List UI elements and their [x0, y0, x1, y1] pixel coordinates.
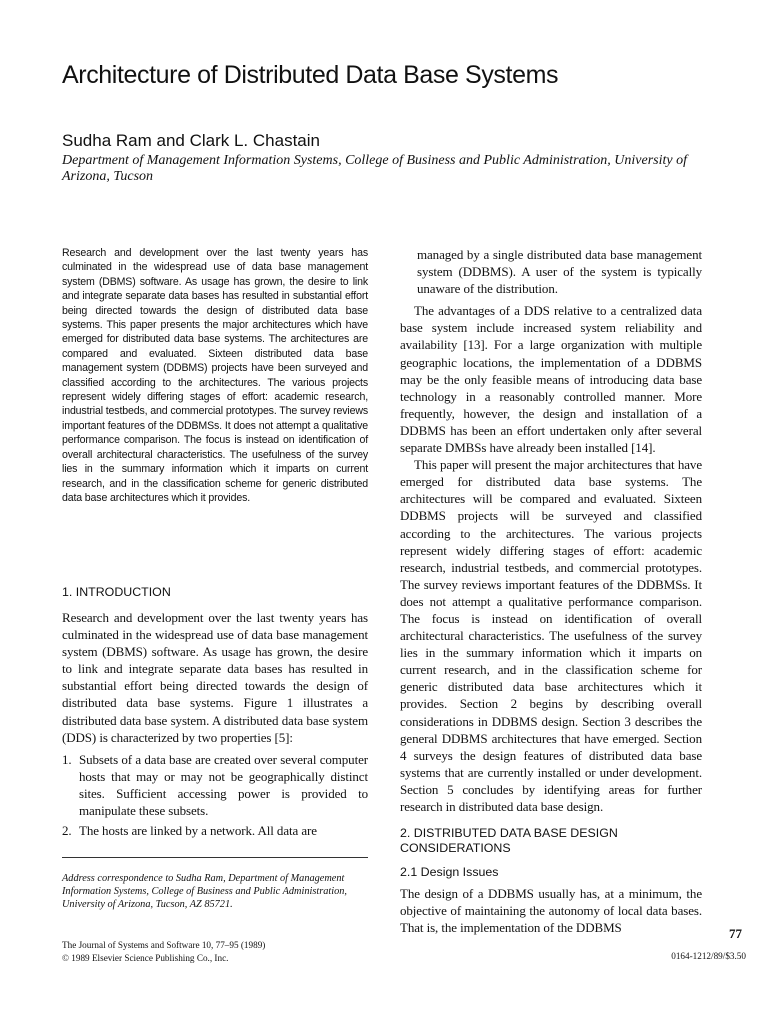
continuation-paragraph: managed by a single distributed data base management system (DDBMS). A user of the system is typically unaware of the distribution.	[417, 247, 702, 297]
design-issues-paragraph: The design of a DDBMS usually has, at a minimum, the objective of maintaining the autonomy of local data bases. That is, the implementation of the DDBMS	[400, 886, 702, 936]
footnote-divider	[62, 857, 368, 858]
author-affiliation: Department of Management Information Systems, College of Business and Public Administration, University of Arizona, Tucson	[62, 153, 688, 184]
page-number: 77	[729, 926, 742, 941]
author-names: Sudha Ram and Clark L. Chastain	[62, 131, 320, 150]
subsection-2-1-heading: 2.1 Design Issues	[400, 865, 499, 880]
list-item	[62, 822, 368, 839]
introduction-paragraph: Research and development over the last twenty years has culminated in the widespread use of data base management system (DBMS) software. As usage has grown, the desire to link and integrate separate data bases has resulted in substantial effort being directed towards the design of distributed data base systems. Figure 1 illustrates a distributed data base system. A distributed data base system (DDS) is characterized by two properties [5]:	[62, 610, 368, 745]
right-column-body	[400, 246, 702, 936]
overview-paragraph: This paper will present the major architectures that have emerged for distributed data base systems. The architectures will be compared and evaluated. Sixteen DDBMS projects will be surveyed and classified according to the architectures. The various projects represent widely differing stages of effort: academic research, industrial testbeds, and commercial prototypes. The survey reviews important features of the DDBMSs. It does not attempt a qualitative performance comparison. The focus is instead on identification of overall architectural characteristics. The usefulness of the survey lies in the summary information which it imparts on current research, and in the classification scheme for generic distributed data base architectures which it provides. Section 2 begins by describing overall considerations in DDBMS design. Section 3 describes the general DDBMS architectures that have emerged. Section 4 surveys the design features of distributed data base systems that are currently installed or under development. Section 5 concludes by identifying areas for further research in distributed data base design.	[400, 457, 702, 814]
list-item-text: Subsets of a data base are created over several computer hosts that may or may not be geographically distinct sites. Sufficient accessing power is provided to manipulate these subsets.	[79, 751, 368, 819]
journal-line-2: © 1989 Elsevier Science Publishing Co., Inc.	[62, 952, 229, 963]
abstract-text: Research and development over the last twenty years has culminated in the widespread use of data base management system (DBMS) software. As usage has grown, the desire to link and integrate separate data bases has resulted in substantial effort being directed towards the design of distributed data base systems. This paper presents the major architectures which have emerged for distributed data base systems. The architectures are compared and evaluated. Sixteen distributed data base management system (DDBMS) projects have been surveyed and classified according to the architectures. The various projects represent widely differing stages of effort: academic research, industrial testbeds, and commercial prototypes. The survey reviews important features of the DDBMSs. It does not attempt a qualitative performance comparison. The focus is instead on identification of overall architectural characteristics. The usefulness of the survey lies in the summary information which it imparts on current research, and in the classification scheme for generic distributed data base architectures which it provides.	[62, 247, 368, 504]
journal-citation	[62, 939, 382, 964]
introduction-heading: 1. INTRODUCTION	[62, 585, 171, 599]
journal-line-1: The Journal of Systems and Software 10, 77–95 (1989)	[62, 940, 266, 950]
section-2-heading	[400, 826, 702, 856]
publication-code: 0164-1212/89/$3.50	[671, 951, 746, 961]
footnote-correspondence: Address correspondence to Sudha Ram, Department of Management Information Systems, College of Business and Public Administration, University of Arizona, Tucson, AZ 85721.	[62, 873, 347, 910]
dds-properties-list	[62, 751, 368, 839]
advantages-paragraph: The advantages of a DDS relative to a centralized data base system include increased system reliability and availability [13]. For a large organization with multiple geographic locations, the implementation of a DDBMS may be the only feasible means of introducing data base technology in a reasonably controlled manner. More frequently, however, the design and installation of a DDBMS has been an effort undertaken only after several separate DMBSs have already been installed [14].	[400, 303, 702, 456]
list-item-text: The hosts are linked by a network. All data are	[79, 823, 317, 839]
section-2-heading-line2: CONSIDERATIONS	[400, 841, 511, 856]
list-item-number: 2.	[62, 823, 72, 839]
list-item-number: 1.	[62, 751, 72, 767]
left-column-body	[62, 585, 368, 839]
paper-title: Architecture of Distributed Data Base Systems	[62, 61, 559, 89]
section-2-heading-line1: 2. DISTRIBUTED DATA BASE DESIGN	[400, 826, 618, 841]
list-item	[62, 751, 368, 819]
